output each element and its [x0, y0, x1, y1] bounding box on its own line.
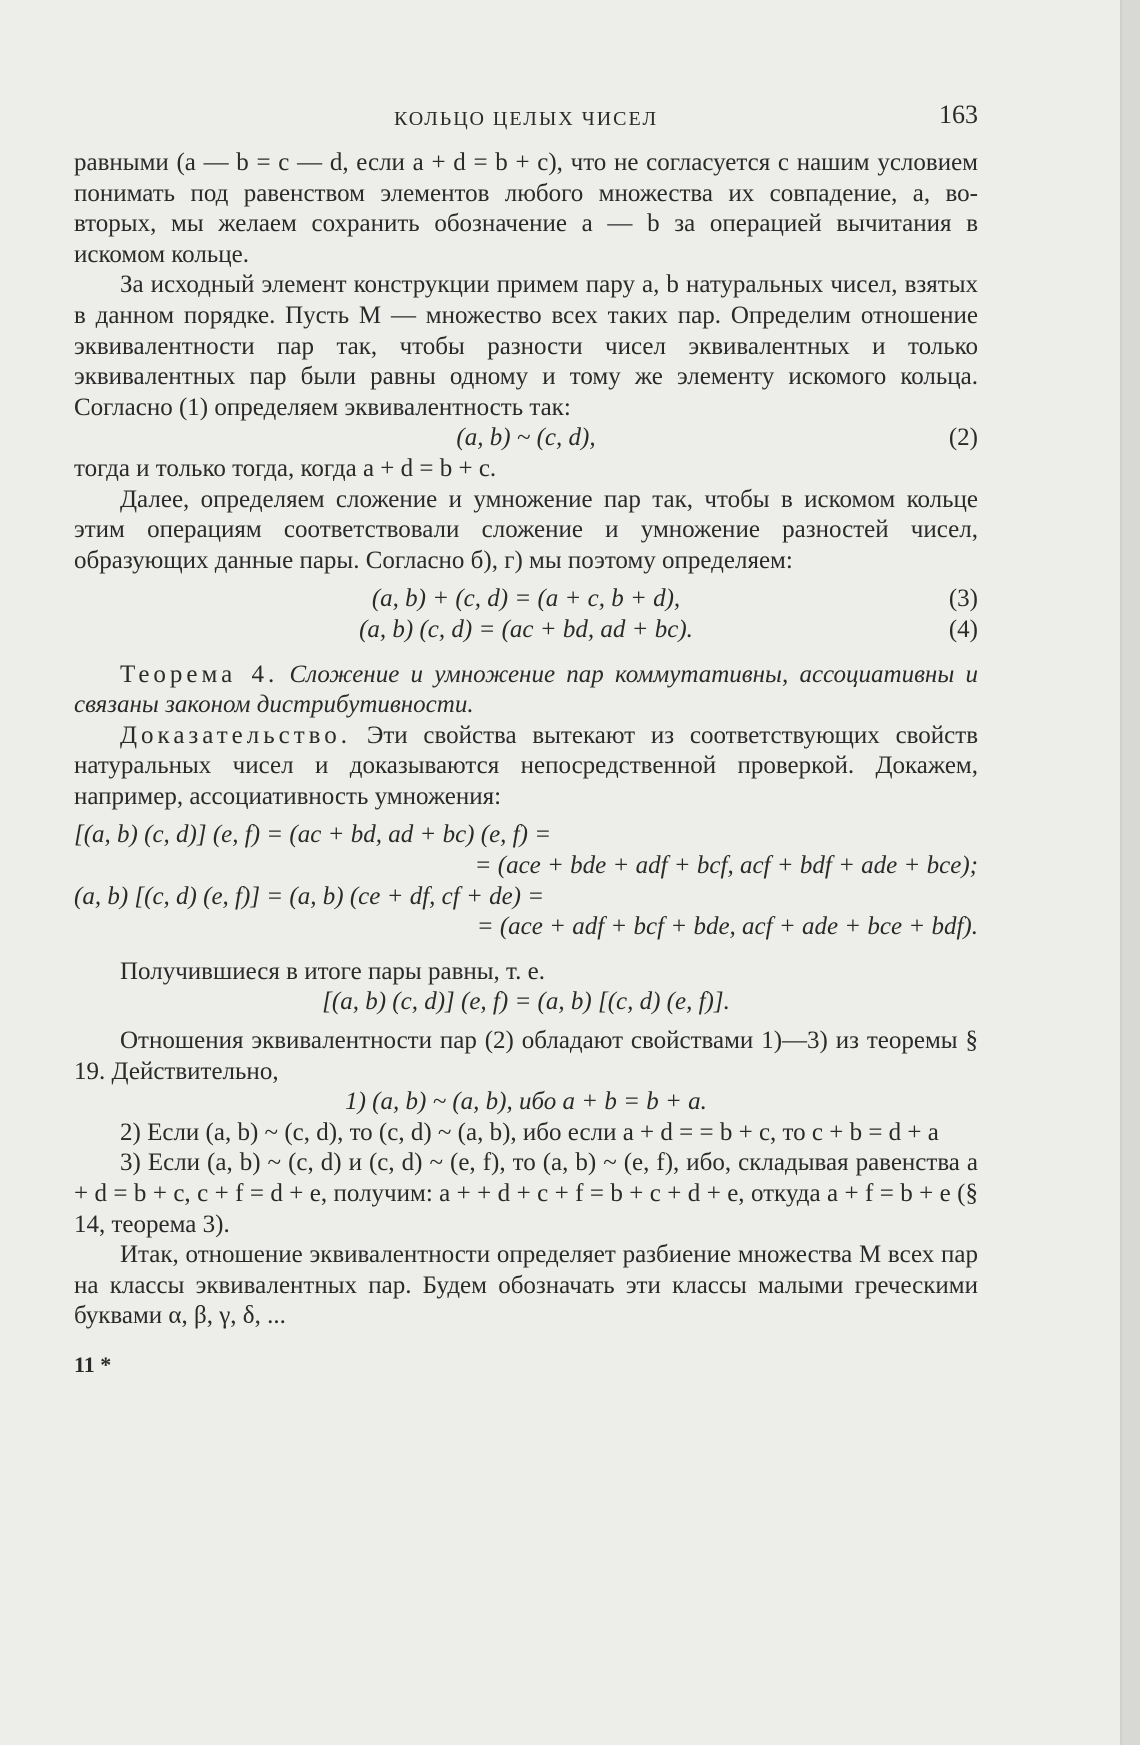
running-head: КОЛЬЦО ЦЕЛЫХ ЧИСЕЛ — [393, 108, 659, 130]
paragraph-7: 2) Если (a, b) ~ (c, d), то (c, d) ~ (a, b), ибо если a + d = = b + c, то c + b = d + a — [120, 1118, 939, 1146]
equation-2-number: (2) — [948, 424, 978, 452]
proof-label: Доказательство. — [120, 721, 352, 749]
page-text — [74, 100, 978, 1381]
page-number: 163 — [939, 100, 978, 129]
equation-7: [(a, b) (c, d)] (e, f) = (a, b) [(c, d) (e, f)]. — [322, 988, 730, 1016]
proof-text: Эти свойства вытекают из соответствующих свойств натуральных чисел и доказываются непосредственной проверкой. Докажем, например, ассоциативность умножения: — [74, 721, 978, 810]
equation-2 — [74, 423, 978, 454]
equation-8: 1) (a, b) ~ (a, b), ибо a + b = b + a. — [345, 1088, 707, 1116]
equation-4-number: (4) — [948, 615, 978, 643]
equation-3-body: (a, b) + (c, d) = (a + c, b + d), — [371, 585, 681, 613]
theorem-4 — [74, 660, 978, 721]
page-header — [74, 100, 978, 140]
equation-6-line-1: (a, b) [(c, d) (e, f)] = (a, b) (ce + df, cf + de) = — [74, 882, 545, 910]
equation-5-line-1: [(a, b) (c, d)] (e, f) = (ac + bd, ad + bc) (e, f) = — [74, 821, 552, 849]
signature-mark: 11 * — [74, 1351, 112, 1377]
proof — [74, 721, 978, 813]
paragraph-6: Отношения эквивалентности пар (2) обладают свойствами 1)—3) из теоремы § 19. Действительно, — [74, 1027, 978, 1085]
paragraph-4: Далее, определяем сложение и умножение пар так, чтобы в искомом кольце этим операциям соответствовали сложение и умножение разностей чисел, образующих данные пары. Согласно б), г) мы поэтому определяем: — [74, 485, 978, 574]
book-spine-edge — [1122, 0, 1140, 1745]
paragraph-8: 3) Если (a, b) ~ (c, d) и (c, d) ~ (e, f), то (a, b) ~ (e, f), ибо, складывая равенства a + d = b + c, c + f = d + e, получим: a + + d + c + f = b + c + d + e, откуда a + f = b + e (§ 14, теорема 3). — [74, 1149, 978, 1238]
equation-5-line-2: = (ace + bde + adf + bcf, acf + bdf + ade + bce); — [474, 852, 978, 880]
paragraph-9: Итак, отношение эквивалентности определяет разбиение множества M всех пар на классы эквивалентных пар. Будем обозначать эти классы малыми греческими буквами α, β, γ, δ, ... — [74, 1241, 978, 1330]
equation-4-body: (a, b) (c, d) = (ac + bd, ad + bc). — [359, 615, 693, 643]
paragraph-5: Получившиеся в итоге пары равны, т. е. — [120, 957, 545, 985]
paragraph-3: тогда и только тогда, когда a + d = b + c. — [74, 454, 497, 482]
paragraph-1: равными (a — b = c — d, если a + d = b + c), что не согласуется с нашим условием понимать под равенством элементов любого множества их совпадение, а, во-вторых, мы желаем сохранить обозначение a — b за операцией вычитания в искомом кольце. — [74, 149, 978, 268]
equation-2-body: (a, b) ~ (c, d), — [456, 424, 596, 452]
paragraph-2: За исходный элемент конструкции примем пару a, b натуральных чисел, взятых в данном порядке. Пусть M — множество всех таких пар. Определим отношение эквивалентности пар так, чтобы разности чисел эквивалентных и только эквивалентных пар были равны одному и тому же элементу искомого кольца. Согласно (1) определяем эквивалентность так: — [74, 271, 978, 421]
theorem-statement: Сложение и умножение пар коммутативны, ассоциативны и связаны законом дистрибутивности. — [74, 660, 979, 719]
theorem-label: Теорема 4. — [120, 660, 279, 688]
equation-3 — [74, 584, 978, 615]
equation-3-number: (3) — [948, 585, 978, 613]
equation-6-line-2: = (ace + adf + bcf + bde, acf + ade + bce + bdf). — [476, 913, 978, 941]
equation-4 — [74, 615, 978, 646]
